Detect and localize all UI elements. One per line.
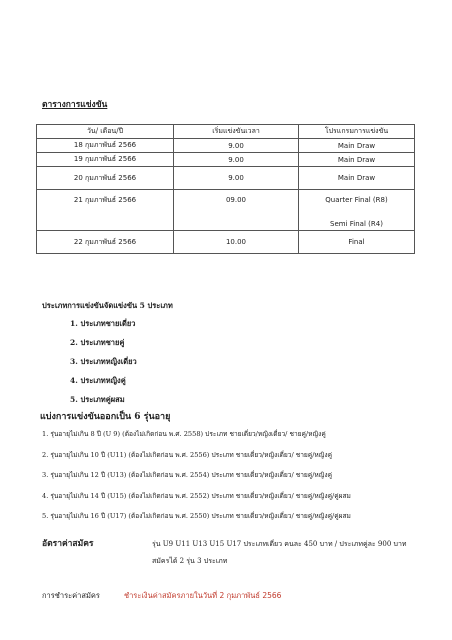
fee-line-2: สมัครได้ 2 รุ่น 3 ประเภท — [152, 557, 228, 565]
row-program-text: Quarter Final (R8) — [325, 196, 388, 204]
list-item: 1. รุ่นอายุไม่เกิน 8 ปี (U 9) (ต้องไม่เกิดก่อน พ.ศ. 2558) ประเภท ชายเดี่ยว/หญิงเดี่ยว/ ชายคู่/หญิงคู่ — [42, 430, 326, 438]
table-row — [37, 139, 415, 153]
table-header-row — [37, 125, 415, 139]
row-program: Main Draw — [299, 139, 415, 153]
list-item: 1. ประเภทชายเดี่ยว — [70, 319, 136, 328]
list-item: 4. ประเภทหญิงคู่ — [70, 376, 126, 385]
age-groups-list — [42, 428, 351, 531]
table-row — [37, 153, 415, 167]
row-time: 10.00 — [174, 231, 299, 254]
payment-deadline: ชำระเงินค่าสมัครภายในวันที่ 2 กุมภาพันธ์ 2566 — [124, 591, 282, 600]
fee-line-1: รุ่น U9 U11 U13 U15 U17 ประเภทเดี่ยว คนละ 450 บาท / ประเภทคู่ละ 900 บาท — [152, 540, 407, 548]
row-time — [174, 190, 299, 231]
row-program-text-2: Semi Final (R4) — [330, 220, 383, 228]
schedule-table — [36, 124, 415, 254]
header-program: โปรแกรมการแข่งขัน — [299, 125, 415, 139]
age-groups-heading: แบ่งการแข่งขันออกเป็น 6 รุ่นอายุ — [40, 412, 171, 422]
row-date-text: 21 กุมภาพันธ์ 2566 — [73, 196, 137, 204]
list-item: 5. รุ่นอายุไม่เกิน 16 ปี (U17) (ต้องไม่เกิดก่อน พ.ศ. 2550) ประเภท ชายเดี่ยว/หญิงเดี่ยว/ ชายคู่/หญิงคู่/คู่ผสม — [42, 512, 351, 520]
row-program — [299, 190, 415, 231]
list-item: 3. ประเภทหญิงเดี่ยว — [70, 357, 137, 366]
schedule-title: ตารางการแข่งขัน — [42, 100, 108, 110]
row-date: 20 กุมภาพันธ์ 2566 — [37, 167, 174, 190]
row-program: Main Draw — [299, 153, 415, 167]
list-item: 5. ประเภทคู่ผสม — [70, 395, 125, 404]
table-row — [37, 231, 415, 254]
row-time: 9.00 — [174, 167, 299, 190]
row-date: 19 กุมภาพันธ์ 2566 — [37, 153, 174, 167]
table-row — [37, 167, 415, 190]
payment-label: การชำระค่าสมัคร — [42, 591, 100, 600]
event-types-heading: ประเภทการแข่งขันจัดแข่งขัน 5 ประเภท — [42, 301, 173, 310]
fee-details — [152, 536, 422, 570]
list-item: 2. รุ่นอายุไม่เกิน 10 ปี (U11) (ต้องไม่เกิดก่อน พ.ศ. 2556) ประเภท ชายเดี่ยว/หญิงเดี่ยว/ ชายคู่/หญิงคู่ — [42, 450, 333, 459]
list-item: 4. รุ่นอายุไม่เกิน 14 ปี (U15) (ต้องไม่เกิดก่อน พ.ศ. 2552) ประเภท ชายเดี่ยว/หญิงเดี่ยว/ ชายคู่/หญิงคู่/คู่ผสม — [42, 491, 351, 500]
header-date: วัน/ เดือน/ปี — [37, 125, 174, 139]
row-time-text: 09.00 — [225, 196, 247, 204]
event-types-list — [70, 318, 137, 413]
list-item: 2. ประเภทชายคู่ — [70, 338, 125, 347]
row-date — [37, 190, 174, 231]
header-start-time: เริ่มแข่งขันเวลา — [174, 125, 299, 139]
row-program: Main Draw — [299, 167, 415, 190]
fee-label: อัตราค่าสมัคร — [42, 539, 94, 549]
row-date: 18 กุมภาพันธ์ 2566 — [37, 139, 174, 153]
row-date: 22 กุมภาพันธ์ 2566 — [37, 231, 174, 254]
list-item: 3. รุ่นอายุไม่เกิน 12 ปี (U13) (ต้องไม่เกิดก่อน พ.ศ. 2554) ประเภท ชายเดี่ยว/หญิงเดี่ยว/ ชายคู่/หญิงคู่ — [42, 471, 333, 479]
table-row — [37, 190, 415, 231]
row-program: Final — [299, 231, 415, 254]
row-time: 9.00 — [174, 139, 299, 153]
row-time: 9.00 — [174, 153, 299, 167]
